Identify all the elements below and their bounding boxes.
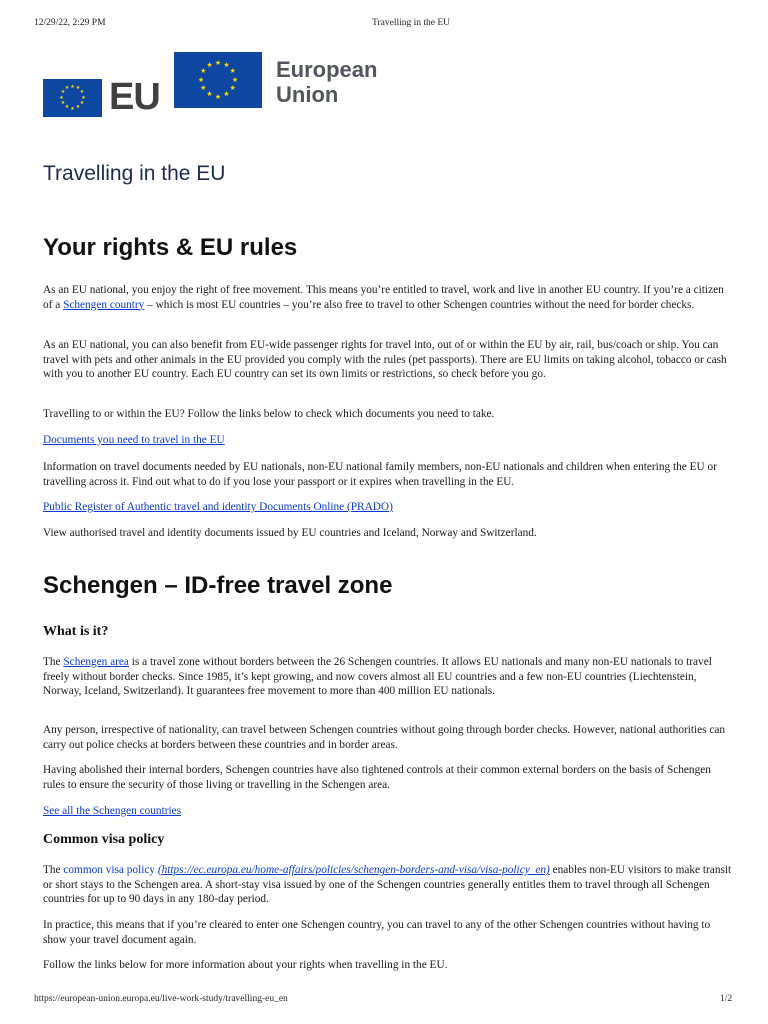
schengen-paragraph-2: Any person, irrespective of nationality, can travel between Schengen countries without going through border checks. However, national authorities can carry out police checks at borders between these countries and in border areas. [43, 724, 726, 751]
rights-link-1-wrap [43, 433, 733, 448]
rights-paragraph-3: Travelling to or within the EU? Follow the links below to check which documents you need to take. [43, 408, 495, 420]
flag-star-icon: ★ [64, 105, 70, 111]
common-visa-policy-link[interactable]: common visa policy [63, 864, 156, 876]
flag-star-icon: ★ [223, 90, 230, 99]
rights-heading: Your rights & EU rules [43, 234, 298, 261]
flag-star-icon: ★ [197, 75, 205, 84]
schengen-paragraph-5: In practice, this means that if you’re cleared to enter one Schengen country, you can travel to any of the other Schengen countries without having to show your travel document again. [43, 919, 711, 946]
flag-star-icon: ★ [206, 60, 213, 69]
flag-star-icon: ★ [231, 75, 239, 84]
flag-star-icon: ★ [214, 58, 222, 67]
visa-policy-url-link[interactable]: (https://ec.europa.eu/home-affairs/policies/schengen-borders-and-visa/visa-policy_en) [157, 864, 550, 876]
print-footer-page: 1/2 [720, 994, 733, 1004]
flag-star-icon: ★ [229, 84, 236, 92]
rights-paragraph-5: View authorised travel and identity documents issued by EU countries and Iceland, Norway and Switzerland. [43, 527, 537, 539]
schengen-area-link[interactable]: Schengen area [63, 656, 129, 668]
flag-star-icon: ★ [75, 85, 81, 91]
flag-star-icon: ★ [79, 101, 85, 106]
schengen-paragraph-1: The Schengen area is a travel zone without borders between the 26 Schengen countries. It allows EU nationals and many non-EU nationals to travel freely without border checks. Since 1985, it’s kept growing, and now covers almost all EU countries and a few non-EU countries (Liechtenstein, Norway, Iceland, Switzerland). It guarantees free movement to more than 400 million EU nationals. [43, 656, 712, 697]
flag-star-icon: ★ [64, 85, 70, 91]
rights-paragraph-1: As an EU national, you enjoy the right of free movement. This means you’re entitled to travel, work and live in another EU country. If you’re a citizen of a Schengen country – which is most EU countries – you’re also free to travel to other Schengen countries without the need for border checks. [43, 284, 724, 311]
flag-star-icon: ★ [70, 84, 75, 90]
flag-star-icon: ★ [200, 67, 207, 75]
logo-name-line2: Union [276, 82, 339, 107]
flag-star-icon: ★ [229, 67, 236, 75]
documents-link[interactable]: Documents you need to travel in the EU [43, 434, 225, 446]
logo-name-line1: European [276, 57, 378, 82]
prado-link[interactable]: Public Register of Authentic travel and identity Documents Online (PRADO) [43, 501, 393, 513]
eu-flag-icon-large [174, 52, 262, 108]
print-doc-title: Travelling in the EU [372, 18, 451, 28]
flag-star-icon: ★ [60, 90, 66, 95]
print-footer-url: https://european-union.europa.eu/live-work-study/travelling-eu_en [34, 994, 288, 1004]
logo-name [276, 57, 377, 107]
flag-star-icon: ★ [59, 95, 64, 101]
schengen-country-link[interactable]: Schengen country [63, 298, 145, 311]
flag-star-icon: ★ [223, 60, 230, 69]
rights-paragraph-2: As an EU national, you can also benefit from EU-wide passenger rights for travel into, out of or within the EU by air, rail, bus/coach or ship. You can travel with pets and other animals in the EU provided you comply with the rules (pet passports). There are EU limits on taking alcohol, tobacco or cash with you to another EU country. Each EU country can set its own limits or restrictions, so check before you go. [43, 339, 727, 380]
page-title: Travelling in the EU [43, 162, 226, 185]
flag-star-icon: ★ [81, 95, 86, 101]
schengen-paragraph-3: Having abolished their internal borders, Schengen countries have also tightened controls at their common external borders on the basis of Schengen rules to ensure the security of those living or travelling in the Schengen area. [43, 764, 711, 791]
print-datetime: 12/29/22, 2:29 PM [34, 18, 106, 28]
schengen-paragraph-6: Follow the links below for more information about your rights when travelling in the EU. [43, 959, 448, 971]
flag-star-icon: ★ [206, 90, 213, 99]
flag-star-icon: ★ [200, 84, 207, 92]
eu-flag-icon-small [43, 79, 102, 117]
schengen-link-wrap [43, 804, 733, 819]
schengen-heading: Schengen – ID-free travel zone [43, 572, 393, 599]
common-visa-heading: Common visa policy [43, 832, 165, 847]
flag-star-icon: ★ [75, 105, 81, 111]
flag-star-icon: ★ [70, 106, 75, 112]
what-is-it-heading: What is it? [43, 624, 109, 639]
rights-link-2-wrap [43, 500, 733, 515]
flag-star-icon: ★ [214, 92, 222, 101]
logo-eu-text: EU [109, 76, 160, 118]
see-schengen-countries-link[interactable]: See all the Schengen countries [43, 805, 182, 817]
schengen-paragraph-4: The common visa policy (https://ec.europa.eu/home-affairs/policies/schengen-borders-and-visa/visa-policy_en) enables non-EU visitors to make transit or short stays to the Schengen area. A short-stay visa issued by one of the Schengen countries generally entitles them to travel through all Schengen countries for up to 90 days in any 180-day period. [43, 864, 732, 905]
rights-paragraph-4: Information on travel documents needed by EU nationals, non-EU national family members, non-EU nationals and children when entering the EU or travelling across it. Find out what to do if you lose your passport or it expires when travelling in the EU. [43, 461, 717, 488]
flag-star-icon: ★ [79, 90, 85, 95]
flag-star-icon: ★ [60, 101, 66, 106]
